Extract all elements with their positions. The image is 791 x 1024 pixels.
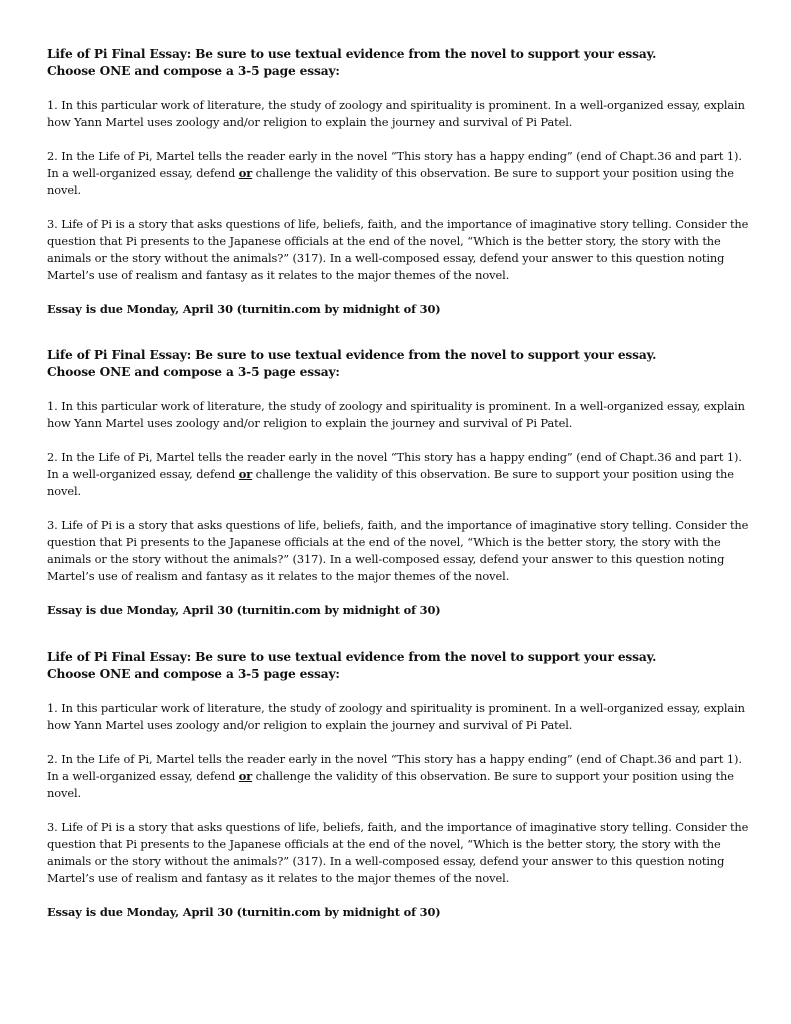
option-2-or-emphasis: or [238, 166, 253, 180]
heading-line-1: Life of Pi Final Essay: Be sure to use textual evidence from the novel to support your essay. [47, 650, 657, 664]
essay-option-2 [47, 449, 752, 500]
essay-option-3: 3. Life of Pi is a story that asks questions of life, beliefs, faith, and the importance of imaginative story telling. Consider the question that Pi presents to the Japanese officials at the end of the novel, “Which is the better story, the story with the animals or the story without the animals?” (317). In a well-composed essay, defend your answer to this question noting Martel’s use of realism and fantasy as it relates to the major themes of the novel. [47, 518, 749, 583]
section-heading [47, 347, 752, 381]
essay-option-1: 1. In this particular work of literature, the study of zoology and spirituality is prominent. In a well-organized essay, explain how Yann Martel uses zoology and/or religion to explain the journey and survival of Pi Patel. [47, 701, 745, 732]
option-2-text-start: 2. In the Life of Pi, Martel tells the reader early in the novel “This story has a happy ending” (end of Chapt.36 and part 1). In a well-organized essay, defend [47, 450, 742, 481]
heading-line-2: Choose ONE and compose a 3-5 page essay: [47, 667, 340, 681]
due-date-note: Essay is due Monday, April 30 (turnitin.com by midnight of 30) [47, 905, 441, 919]
essay-option-2 [47, 148, 752, 199]
heading-line-1: Life of Pi Final Essay: Be sure to use textual evidence from the novel to support your essay. [47, 348, 657, 362]
option-2-or-emphasis: or [238, 769, 253, 783]
essay-option-2 [47, 751, 752, 802]
heading-line-1: Life of Pi Final Essay: Be sure to use textual evidence from the novel to support your essay. [47, 47, 657, 61]
essay-option-1: 1. In this particular work of literature, the study of zoology and spirituality is prominent. In a well-organized essay, explain how Yann Martel uses zoology and/or religion to explain the journey and survival of Pi Patel. [47, 98, 745, 129]
due-date-note: Essay is due Monday, April 30 (turnitin.com by midnight of 30) [47, 302, 441, 316]
option-2-text-end: challenge the validity of this observation. Be sure to support your position using the novel. [47, 467, 734, 498]
heading-line-2: Choose ONE and compose a 3-5 page essay: [47, 365, 340, 379]
essay-option-1: 1. In this particular work of literature, the study of zoology and spirituality is prominent. In a well-organized essay, explain how Yann Martel uses zoology and/or religion to explain the journey and survival of Pi Patel. [47, 399, 745, 430]
essay-options [47, 97, 752, 284]
section-heading [47, 649, 752, 683]
essay-prompt-section-1 [47, 46, 752, 318]
section-heading [47, 46, 752, 80]
option-2-text-start: 2. In the Life of Pi, Martel tells the reader early in the novel “This story has a happy ending” (end of Chapt.36 and part 1). In a well-organized essay, defend [47, 149, 742, 180]
option-2-text-end: challenge the validity of this observation. Be sure to support your position using the novel. [47, 769, 734, 800]
essay-prompt-section-2 [47, 347, 752, 619]
essay-options [47, 700, 752, 887]
essay-option-3: 3. Life of Pi is a story that asks questions of life, beliefs, faith, and the importance of imaginative story telling. Consider the question that Pi presents to the Japanese officials at the end of the novel, “Which is the better story, the story with the animals or the story without the animals?” (317). In a well-composed essay, defend your answer to this question noting Martel’s use of realism and fantasy as it relates to the major themes of the novel. [47, 217, 749, 282]
option-2-or-emphasis: or [238, 467, 253, 481]
essay-prompt-section-3 [47, 649, 752, 921]
option-2-text-end: challenge the validity of this observation. Be sure to support your position using the novel. [47, 166, 734, 197]
due-date-note: Essay is due Monday, April 30 (turnitin.com by midnight of 30) [47, 603, 441, 617]
essay-option-3: 3. Life of Pi is a story that asks questions of life, beliefs, faith, and the importance of imaginative story telling. Consider the question that Pi presents to the Japanese officials at the end of the novel, “Which is the better story, the story with the animals or the story without the animals?” (317). In a well-composed essay, defend your answer to this question noting Martel’s use of realism and fantasy as it relates to the major themes of the novel. [47, 820, 749, 885]
essay-options [47, 398, 752, 585]
heading-line-2: Choose ONE and compose a 3-5 page essay: [47, 64, 340, 78]
option-2-text-start: 2. In the Life of Pi, Martel tells the reader early in the novel “This story has a happy ending” (end of Chapt.36 and part 1). In a well-organized essay, defend [47, 752, 742, 783]
